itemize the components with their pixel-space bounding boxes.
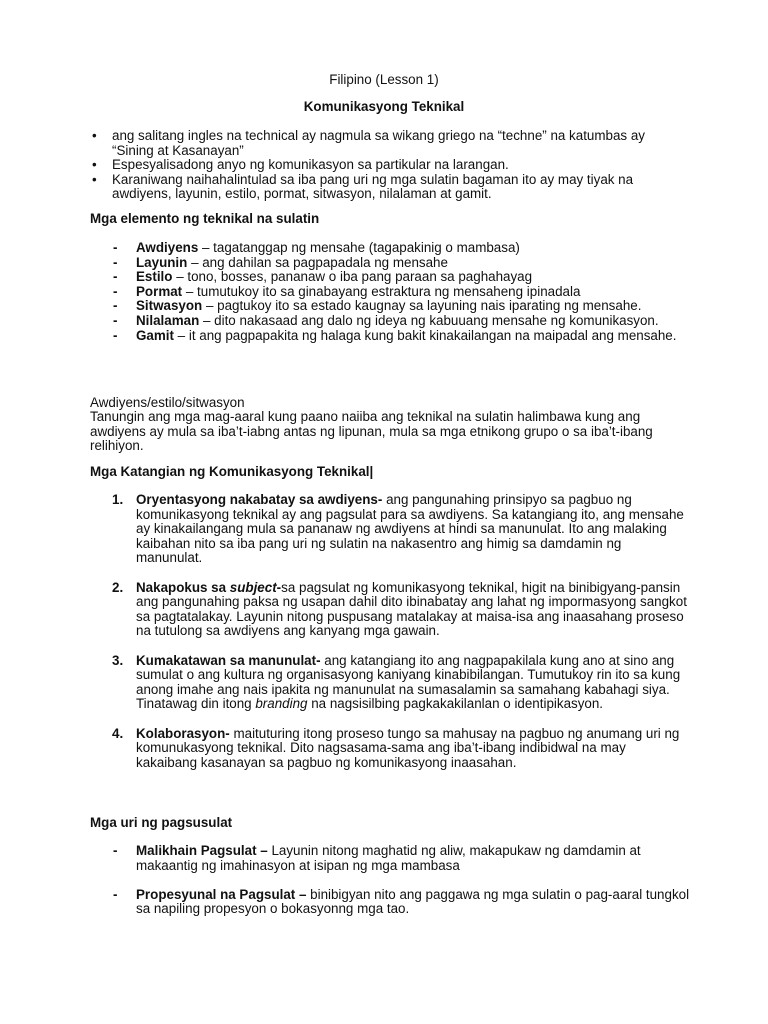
- katangian-heading-text: Mga Katangian ng Komunikasyong Teknikal: [90, 464, 370, 479]
- intro-bullet: [90, 129, 690, 158]
- bullet-mark: •: [92, 157, 97, 173]
- uri-desc: Layunin nitong maghatid ng aliw, makapukaw ng damdamin at makaantig ng imahinasyon at isipan ng mga mambasa: [136, 843, 641, 873]
- uri-heading: Mga uri ng pagsusulat: [90, 815, 233, 830]
- elements-list: [90, 241, 690, 343]
- doc-title: Filipino (Lesson 1): [329, 72, 439, 87]
- doc-heading: Komunikasyong Teknikal: [303, 99, 465, 114]
- katangian-term-dash: -: [276, 579, 282, 595]
- element-term: Estilo: [136, 269, 173, 285]
- item-number: 3.: [112, 652, 124, 668]
- element-term: Awdiyens: [136, 240, 199, 255]
- dash-mark: -: [113, 312, 118, 328]
- katangian-desc: sa pagsulat ng komunikasyong teknikal, higit na binibigyang-pansin ang pangunahing paksa ng usapan dahil dito ibinabatay ang lahat ng impormasyong sangkot sa pagtatalakay. Layunin nitong puspusang matalakay at maisa-isa ang inaasahang proseso na tutulong sa awdiyens ang kanyang mga gawain.: [136, 579, 687, 639]
- katangian-term: Kolaborasyon-: [136, 725, 230, 741]
- intro-bullet-list: [90, 129, 690, 202]
- element-term: Nilalaman: [136, 312, 200, 328]
- intro-bullet-text: ang salitang ingles na technical ay nagmula sa wikang griego na “techne” na katumbas ay “Sining at Kasanayan”: [112, 128, 645, 158]
- element-item: [90, 299, 690, 314]
- katangian-item: [90, 493, 690, 566]
- element-desc: – tono, bosses, pananaw o iba pang paraan sa paghahayag: [172, 269, 533, 285]
- katangian-term: [136, 580, 281, 595]
- element-term: Layunin: [136, 254, 188, 270]
- intro-bullet: [90, 173, 690, 202]
- intro-bullet-text: Espesyalisadong anyo ng komunikasyon sa partikular na larangan.: [112, 157, 509, 173]
- katangian-item: [90, 581, 690, 639]
- element-term: Gamit: [136, 327, 174, 343]
- katangian-desc: ang pangunahing prinsipyo sa pagbuo ng komunikasyong teknikal ay ang pagsulat para sa awdiyens. Sa katangiang ito, ang mensahe ay kinakailangang mula sa pananaw ng awdiyens at hindi sa manunulat. Ito ang malaking kaibahan nito sa iba pang uri ng sulatin na nakasentro ang himig sa damdamin ng manunulat.: [136, 492, 684, 566]
- dash-mark: -: [113, 327, 118, 343]
- element-item: [90, 329, 690, 344]
- intro-bullet: [90, 158, 690, 173]
- katangian-item: [90, 727, 690, 771]
- element-item: [90, 270, 690, 285]
- dash-mark: -: [113, 269, 118, 285]
- dash-mark: -: [113, 254, 118, 270]
- element-desc: – ang dahilan sa pagpapadala ng mensahe: [187, 254, 448, 270]
- uri-desc: binibigyan nito ang paggawa ng mga sulatin o pag-aaral tungkol sa napiling propesyon o bokasyonng mga tao.: [136, 886, 690, 917]
- dash-mark: -: [113, 298, 118, 314]
- element-desc: – it ang pagpapakita ng halaga kung bakit kinakailangan na maipadal ang mensahe.: [173, 327, 677, 343]
- katangian-italic: branding: [255, 696, 308, 712]
- item-number: 1.: [112, 492, 124, 507]
- text-cursor: |: [369, 464, 374, 479]
- element-desc: – tagatanggap ng mensahe (tagapakinig o mambasa): [198, 240, 520, 255]
- dash-mark: -: [113, 283, 118, 299]
- element-desc: – dito nakasaad ang dalo ng ideya ng kabuuang mensahe ng komunikasyon.: [199, 312, 659, 328]
- uri-item: [90, 844, 690, 873]
- uri-term: Malikhain Pagsulat –: [136, 843, 268, 858]
- uri-list: [90, 844, 690, 917]
- katangian-item: [90, 654, 690, 712]
- bullet-mark: •: [92, 128, 97, 143]
- uri-item: [90, 888, 690, 917]
- uri-term: Propesyunal na Pagsulat –: [136, 886, 307, 902]
- note-text: Tanungin ang mga mag-aaral kung paano naiiba ang teknikal na sulatin halimbawa kung ang awdiyens ay mula sa iba’t-iabng antas ng lipunan, mula sa mga etnikong grupo o sa iba’t-ibang relihiyon.: [90, 409, 653, 454]
- katangian-list: [90, 493, 690, 785]
- element-term: Pormat: [136, 283, 183, 299]
- element-item: [90, 256, 690, 271]
- dash-mark: -: [113, 843, 118, 858]
- note-label: Awdiyens/estilo/sitwasyon: [90, 395, 245, 410]
- katangian-desc: maituturing itong proseso tungo sa mahusay na pagbuo ng anumang uri ng komunukasyong teknikal. Dito nagsasama-sama ang iba’t-ibang indibidwal na may kakaibang kasanayan sa pagbuo ng komunikasyong inaasahan.: [136, 725, 680, 770]
- intro-bullet-text: Karaniwang naihahalintulad sa iba pang uri ng mga sulatin bagaman ito ay may tiyak na awdiyens, layunin, estilo, pormat, sitwasyon, nilalaman at gamit.: [112, 171, 634, 202]
- dash-mark: -: [113, 240, 118, 255]
- katangian-desc: ang katangiang ito ang nagpapakilala kung ano at sino ang sumulat o ang kultura ng organisasyong kaniyang kinabibilangan. Tumutukoy rin ito sa kung anong imahe ang nais ipakita ng manunulat na sumasalamin sa samahang kabahagi siya. Tinatawag din itong: [136, 652, 681, 712]
- katangian-term: Oryentasyong nakabatay sa awdiyens-: [136, 492, 383, 507]
- element-item: [90, 285, 690, 300]
- katangian-heading: [90, 465, 690, 480]
- katangian-term-italic: subject: [229, 579, 277, 595]
- katangian-term-text: Nakapokus sa: [136, 579, 230, 595]
- elements-heading: Mga elemento ng teknikal na sulatin: [90, 211, 320, 226]
- bullet-mark: •: [92, 171, 97, 187]
- element-item: [90, 314, 690, 329]
- element-term: Sitwasyon: [136, 298, 203, 314]
- element-desc: – tumutukoy ito sa ginabayang estraktura ng mensaheng ipinadala: [182, 283, 581, 299]
- element-desc: – pagtukoy ito sa estado kaugnay sa layuning nais iparating ng mensahe.: [202, 298, 642, 314]
- item-number: 2.: [112, 579, 124, 595]
- item-number: 4.: [112, 725, 124, 741]
- katangian-desc-end: na nagsisilbing pagkakakilanlan o identipikasyon.: [307, 696, 604, 712]
- katangian-term: Kumakatawan sa manunulat-: [136, 652, 321, 668]
- element-item: [90, 241, 690, 256]
- dash-mark: -: [113, 886, 118, 902]
